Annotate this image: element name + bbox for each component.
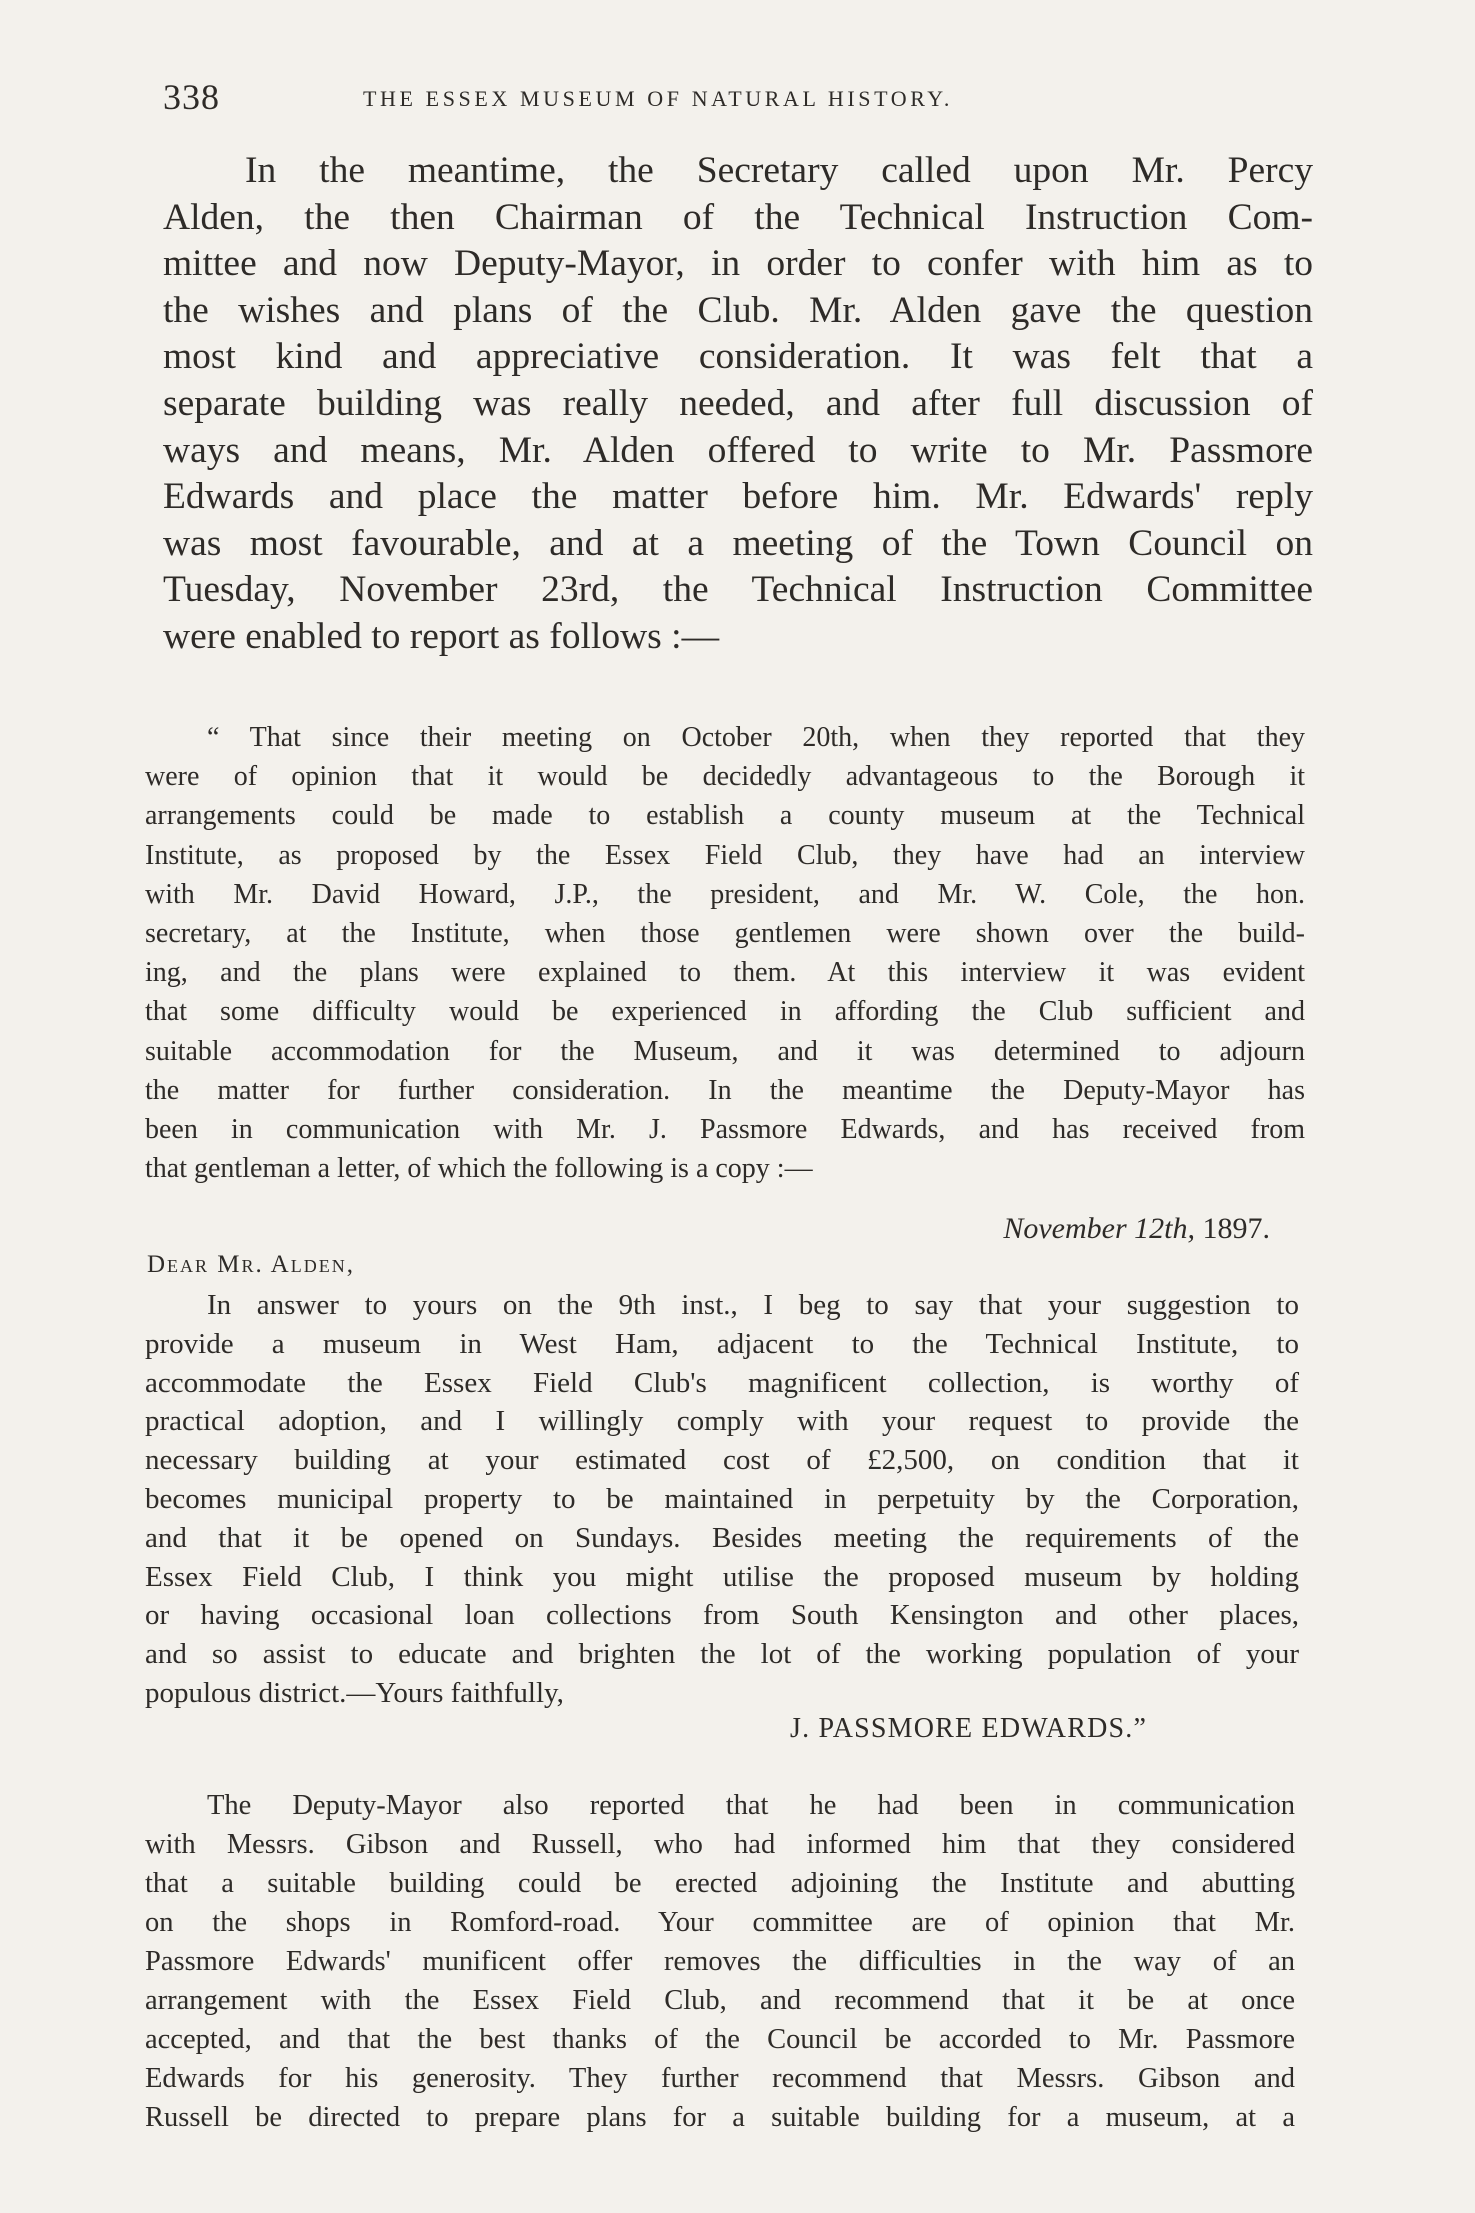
text-line: and so assist to educate and brighten the lot of the working population of your xyxy=(145,1638,1299,1671)
intro-paragraph xyxy=(163,148,1313,661)
letter-signature: J. PASSMORE EDWARDS.” xyxy=(790,1713,1148,1744)
text-line: accommodate the Essex Field Club's magnificent collection, is worthy of xyxy=(145,1366,1299,1399)
text-line: Russell be directed to prepare plans for a suitable building for a museum, at a xyxy=(145,2102,1295,2133)
text-line: becomes municipal property to be maintained in perpetuity by the Corporation, xyxy=(145,1482,1299,1515)
text-line: was most favourable, and at a meeting of the Town Council on xyxy=(163,522,1313,564)
text-line: were of opinion that it would be decidedly advantageous to the Borough it xyxy=(145,761,1305,793)
text-line: that a suitable building could be erected adjoining the Institute and abutting xyxy=(145,1868,1295,1899)
text-line: separate building was really needed, and after full discussion of xyxy=(163,382,1313,424)
text-line: provide a museum in West Ham, adjacent to the Technical Institute, to xyxy=(145,1327,1299,1360)
letter-body xyxy=(145,1286,1299,1713)
text-line: ing, and the plans were explained to them. At this interview it was evident xyxy=(145,957,1305,989)
text-line: arrangements could be made to establish a county museum at the Technical xyxy=(145,800,1305,832)
text-line: populous district.—Yours faithfully, xyxy=(145,1676,564,1709)
text-line: on the shops in Romford-road. Your committee are of opinion that Mr. xyxy=(145,1907,1295,1938)
text-line: secretary, at the Institute, when those gentlemen were shown over the build- xyxy=(145,918,1305,950)
page-number: 338 xyxy=(163,77,220,117)
text-line: accepted, and that the best thanks of the Council be accorded to Mr. Passmore xyxy=(145,2024,1295,2055)
text-line: and that it be opened on Sundays. Besides meeting the requirements of the xyxy=(145,1521,1299,1554)
text-line: suitable accommodation for the Museum, and it was determined to adjourn xyxy=(145,1035,1305,1067)
text-line: necessary building at your estimated cost of £2,500, on condition that it xyxy=(145,1444,1299,1477)
text-line: Essex Field Club, I think you might utilise the proposed museum by holding xyxy=(145,1560,1299,1593)
text-line: Alden, the then Chairman of the Technical Instruction Com- xyxy=(163,196,1313,238)
text-line: most kind and appreciative consideration. It was felt that a xyxy=(163,336,1313,378)
text-line: or having occasional loan collections from South Kensington and other places, xyxy=(145,1599,1299,1632)
text-line: Edwards and place the matter before him. Mr. Edwards' reply xyxy=(163,476,1313,518)
letter-date-year: 1897. xyxy=(1195,1212,1270,1245)
text-line: Tuesday, November 23rd, the Technical Instruction Committee xyxy=(163,569,1313,611)
text-line: with Mr. David Howard, J.P., the president, and Mr. W. Cole, the hon. xyxy=(145,878,1305,910)
letter-date-day: November 12th, xyxy=(1003,1212,1195,1245)
text-line: mittee and now Deputy-Mayor, in order to confer with him as to xyxy=(163,243,1313,285)
text-line: “ That since their meeting on October 20th, when they reported that they xyxy=(207,722,1305,753)
text-line: been in communication with Mr. J. Passmore Edwards, and has received from xyxy=(145,1114,1305,1146)
text-line: Institute, as proposed by the Essex Field Club, they have had an interview xyxy=(145,839,1305,871)
text-line: arrangement with the Essex Field Club, and recommend that it be at once xyxy=(145,1985,1295,2016)
text-line: that some difficulty would be experienced in affording the Club sufficient and xyxy=(145,996,1305,1028)
text-line: In the meantime, the Secretary called upon Mr. Percy xyxy=(245,150,1313,191)
text-line: Edwards for his generosity. They further recommend that Messrs. Gibson and xyxy=(145,2063,1295,2094)
text-line: ways and means, Mr. Alden offered to write to Mr. Passmore xyxy=(163,429,1313,471)
letter-salutation: Dear Mr. Alden, xyxy=(147,1251,355,1278)
letter-date xyxy=(900,1212,1270,1246)
page-header xyxy=(163,76,1303,126)
text-line: The Deputy-Mayor also reported that he had been in communication xyxy=(207,1790,1295,1821)
text-line: with Messrs. Gibson and Russell, who had informed him that they considered xyxy=(145,1829,1295,1860)
text-line: practical adoption, and I willingly comply with your request to provide the xyxy=(145,1405,1299,1438)
text-line: Passmore Edwards' munificent offer removes the difficulties in the way of an xyxy=(145,1946,1295,1977)
text-line: In answer to yours on the 9th inst., I beg to say that your suggestion to xyxy=(207,1289,1299,1321)
text-line: were enabled to report as follows :— xyxy=(163,615,720,657)
running-head: THE ESSEX MUSEUM OF NATURAL HISTORY. xyxy=(363,86,954,111)
text-line: the matter for further consideration. In the meantime the Deputy-Mayor has xyxy=(145,1074,1305,1106)
closing-paragraph xyxy=(145,1786,1295,2137)
text-line: that gentleman a letter, of which the following is a copy :— xyxy=(145,1153,813,1185)
committee-report-quote xyxy=(145,718,1305,1188)
text-line: the wishes and plans of the Club. Mr. Alden gave the question xyxy=(163,289,1313,331)
